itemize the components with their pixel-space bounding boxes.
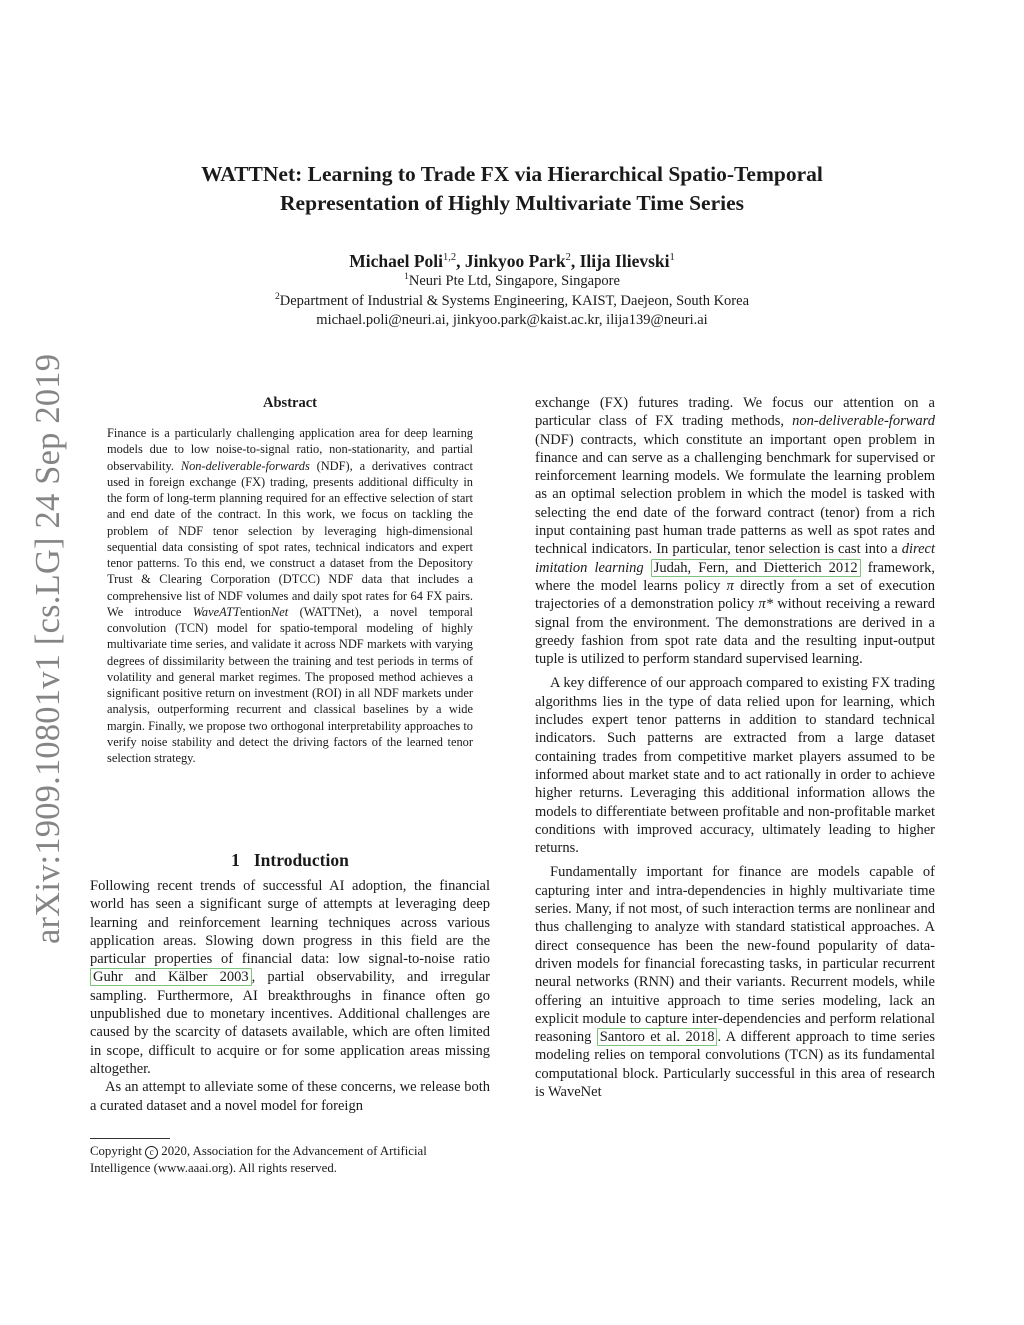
intro-paragraph-2: As an attempt to alleviate some of these concerns, we release both a curated dataset and a novel model for foreign — [90, 1079, 490, 1114]
emphasis-text: non-deliverable-forward — [792, 413, 935, 430]
right-paragraph-1 — [535, 394, 935, 668]
intro-paragraph-1 — [90, 877, 490, 1078]
author-emails: michael.poli@neuri.ai, jinkyoo.park@kaist.ac.kr, ilija139@neuri.ai — [316, 312, 708, 328]
author-1: Michael Poli — [349, 251, 444, 271]
paragraph-text: , partial observability, and irregular sampling. Furthermore, AI breakthroughs in finance often go unpublished due to monetary incentives. Additional challenges are caused by the scarcity of datasets available, which are often limited in scope, difficult to acquire or for some application areas missing altogether. — [90, 969, 490, 1077]
author-2-affiliation: 2 — [565, 252, 571, 263]
paragraph-text: Following recent trends of successful AI adoption, the financial world has seen a significant surge of attempts at leveraging deep learning and reinforcement learning techniques across various application areas. Slowing down progress in this field are the particular properties of financial data: low signal-to-noise ratio — [90, 878, 490, 968]
right-paragraph-3 — [535, 863, 935, 1101]
paragraph-text: directly from a set of execution trajectories of a demonstration policy — [535, 577, 935, 613]
copyright-footnote — [90, 1143, 490, 1176]
paper-title — [100, 160, 924, 218]
introduction-heading — [90, 849, 490, 871]
abstract-heading: Abstract — [263, 395, 317, 411]
author-1-affiliation: 1,2 — [443, 252, 457, 263]
affiliation-1-text: Neuri Pte Ltd, Singapore, Singapore — [408, 273, 620, 289]
paragraph-text: exchange (FX) futures trading. We focus our attention on a particular class of FX trading methods, — [535, 395, 935, 430]
paragraph-text: (NDF) contracts, which constitute an important open problem in finance and can serve as a challenging benchmark for supervised or reinforcement learning models. We formulate the learning problem as an optimal selection problem in which the model is tasked with selecting the end date of the forward contract (tenor) from a rich input containing past human trade patterns as well as spot rates and technical indicators. In particular, tenor selection is cast into a — [535, 431, 935, 558]
abstract-body — [107, 425, 473, 766]
author-3-affiliation: 1 — [669, 252, 675, 263]
affiliation-2 — [100, 292, 924, 311]
abstract-text: (WATTNet), a novel temporal convolution (TCN) model for spatio-temporal modeling of highly multivariate time series, and validate it across NDF markets with varying degrees of dissimilarity between the training and test periods in terms of volatility and general market regimes. The proposed method achieves a significant positive return on investment (ROI) in all NDF markets under analysis, outperforming recurrent and classical baselines by a wide margin. Finally, we propose two orthogonal interpretability approaches to verify noise stability and detect the driving factors of the learned tenor selection strategy. — [107, 604, 473, 765]
math-symbol: π — [726, 577, 734, 594]
copyright-symbol: c — [145, 1146, 158, 1159]
paragraph-text: framework, where the model learns policy — [535, 559, 936, 594]
footnote-text: Copyright — [90, 1144, 146, 1158]
affiliation-2-text: Department of Industrial & Systems Engineering, KAIST, Daejeon, South Korea — [279, 293, 750, 309]
abstract-text: Finance is a particularly challenging application area for deep learning models due to low noise-to-signal ratio, non-stationarity, and partial observability. — [107, 426, 473, 473]
citation-link[interactable]: Judah, Fern, and Dietterich 2012 — [651, 559, 861, 577]
affiliation-1 — [100, 272, 924, 291]
model-name-part: Wave — [192, 604, 220, 619]
arxiv-identifier: arXiv:1909.10801v1 [cs.LG] 24 Sep 2019 — [29, 353, 67, 944]
section-number: 1 — [231, 850, 240, 870]
math-symbol: π* — [758, 596, 773, 613]
right-paragraph-2: A key difference of our approach compared to existing FX trading algorithms lies in the type of data relied upon for learning, which includes expert tenor patterns in addition to standard technical indicators. Such patterns are extracted from a large dataset containing trades from competitive market players assumed to be informed about market state and to act rationally in order to achieve higher returns. Leveraging this additional information allows the models to differentiate between profitable and non-profitable market conditions with improved accuracy, ultimately leading to higher returns. — [535, 675, 935, 857]
model-name-part: ention — [240, 604, 271, 619]
title-line-2: Representation of Highly Multivariate Time Series — [280, 191, 744, 215]
paragraph-text: Fundamentally important for finance are models capable of capturing inter and intra-dependencies in highly multivariate time series. Many, if not most, of such interaction terms are nonlinear and thus challenging to analyze with standard statistical approaches. A direct consequence has been the new-found popularity of data-driven models for financial forecasting tasks, in particular recurrent neural networks (RNN) and their variants. Recurrent models, while offering an intuitive approach to time series modeling, lack an explicit module to capture inter-dependencies and perform relational reasoning — [535, 864, 935, 1046]
citation-link[interactable]: Guhr and Kälber 2003 — [90, 968, 252, 986]
title-line-1: WATTNet: Learning to Trade FX via Hierarchical Spatio-Temporal — [201, 162, 823, 186]
author-3: , Ilija Ilievski — [570, 251, 670, 271]
section-title: Introduction — [253, 850, 349, 870]
paragraph-text: without receiving a reward signal from the environment. The demonstrations are derived in a greedy fashion from spot rate data and the resulting input-output tuple is utilized to perform standard supervised learning. — [535, 596, 935, 668]
left-column-body — [90, 877, 490, 1115]
abstract-emphasis: Non-deliverable-forwards — [180, 458, 310, 473]
emphasis-text: direct imitation learning — [535, 541, 935, 576]
paragraph-text: . A different approach to time series modeling relies on temporal convolutions (TCN) as its fundamental computational block. Particularly successful in this area of research is WaveNet — [535, 1029, 935, 1100]
abstract-text: (NDF), a derivatives contract used in foreign exchange (FX) trading, presents additional difficulty in the form of long-term planning required for an effective selection of start and end date of the contract. In this work, we focus on tackling the problem of NDF tenor selection by leveraging high-dimensional sequential data consisting of spot rates, technical indicators and expert tenor patterns. To this end, we construct a dataset from the Depository Trust & Clearing Corporation (DTCC) NDF data that includes a comprehensive list of NDF volumes and daily spot rates for 64 FX pairs. We introduce — [107, 458, 473, 619]
affiliation-1-number: 1 — [404, 272, 409, 282]
affiliation-2-number: 2 — [274, 292, 280, 302]
author-2: , Jinkyoo Park — [456, 251, 566, 271]
authors — [100, 250, 924, 272]
right-column-body — [535, 394, 935, 1101]
footnote-divider — [90, 1138, 170, 1139]
model-name-part: ATT — [219, 604, 241, 619]
footnote-text: 2020, Association for the Advancement of Artificial Intelligence (www.aaai.org). All rights reserved. — [90, 1144, 427, 1175]
model-name-part: Net — [271, 604, 289, 619]
citation-link[interactable]: Santoro et al. 2018 — [597, 1028, 718, 1046]
